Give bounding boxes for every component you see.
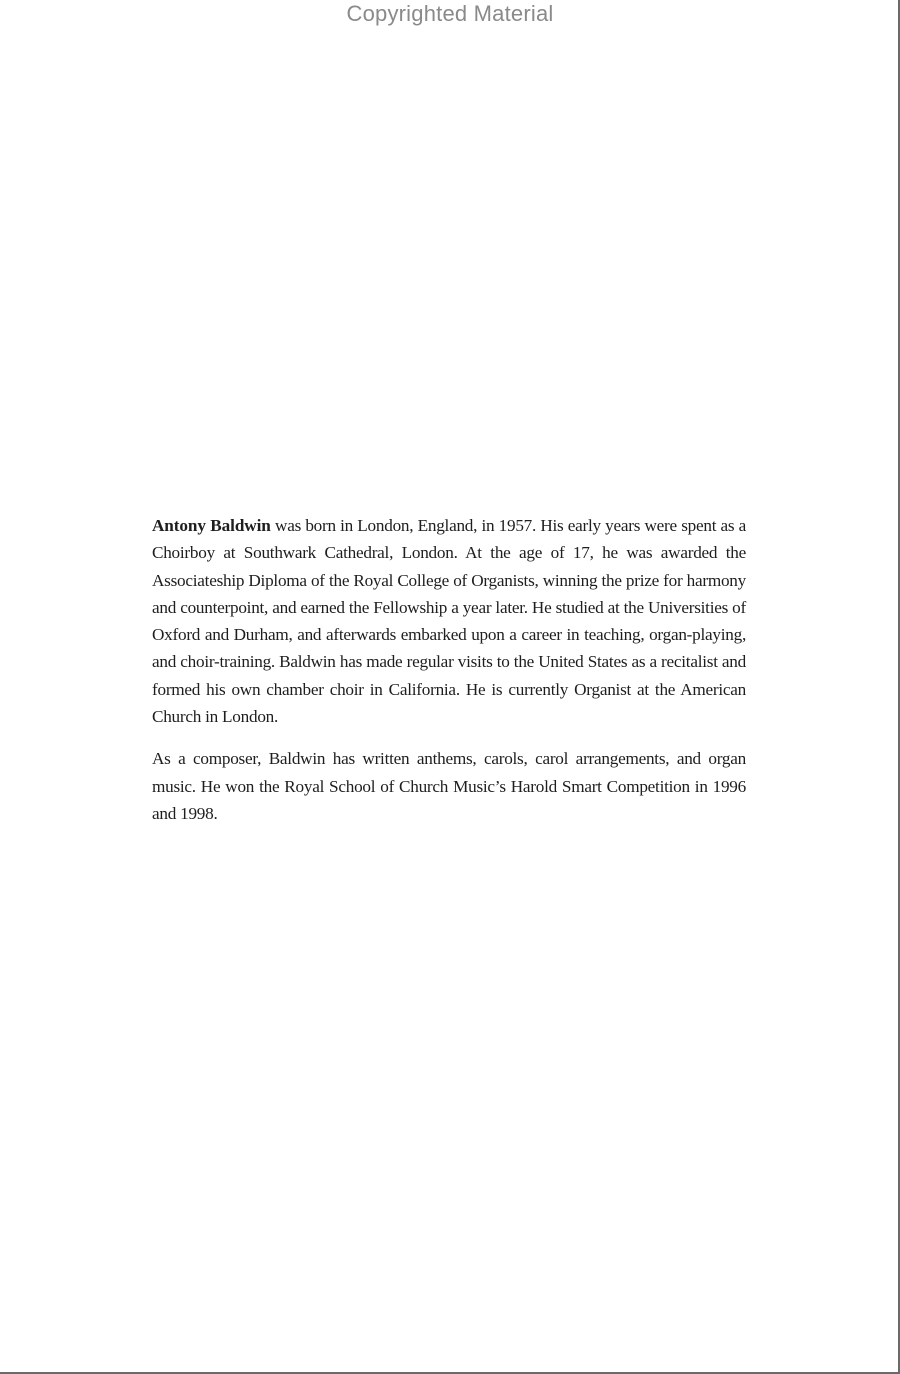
bio-paragraph-2: As a composer, Baldwin has written anthems, carols, carol arrangements, and organ music. He won the Royal School of Church Music’s Harold Smart Competition in 1996 and 1998. <box>152 749 746 823</box>
bio-paragraph-1-text: was born in London, England, in 1957. His early years were spent as a Choirboy at Southwark Cathedral, London. At the age of 17, he was awarded the Associateship Diploma of the Royal College of Organists, winning the prize for harmony and counterpoint, and earned the Fellowship a year later. He studied at the Universities of Oxford and Durham, and afterwards embarked upon a career in teaching, organ-playing, and choir-training. Baldwin has made regular visits to the United States as a recitalist and formed his own chamber choir in California. He is currently Organist at the American Church in London. <box>152 516 747 727</box>
bio-paragraph-1 <box>152 512 746 730</box>
copyright-watermark: Copyrighted Material <box>346 1 554 26</box>
author-bio <box>152 512 746 827</box>
author-name: Antony Baldwin <box>152 516 271 535</box>
